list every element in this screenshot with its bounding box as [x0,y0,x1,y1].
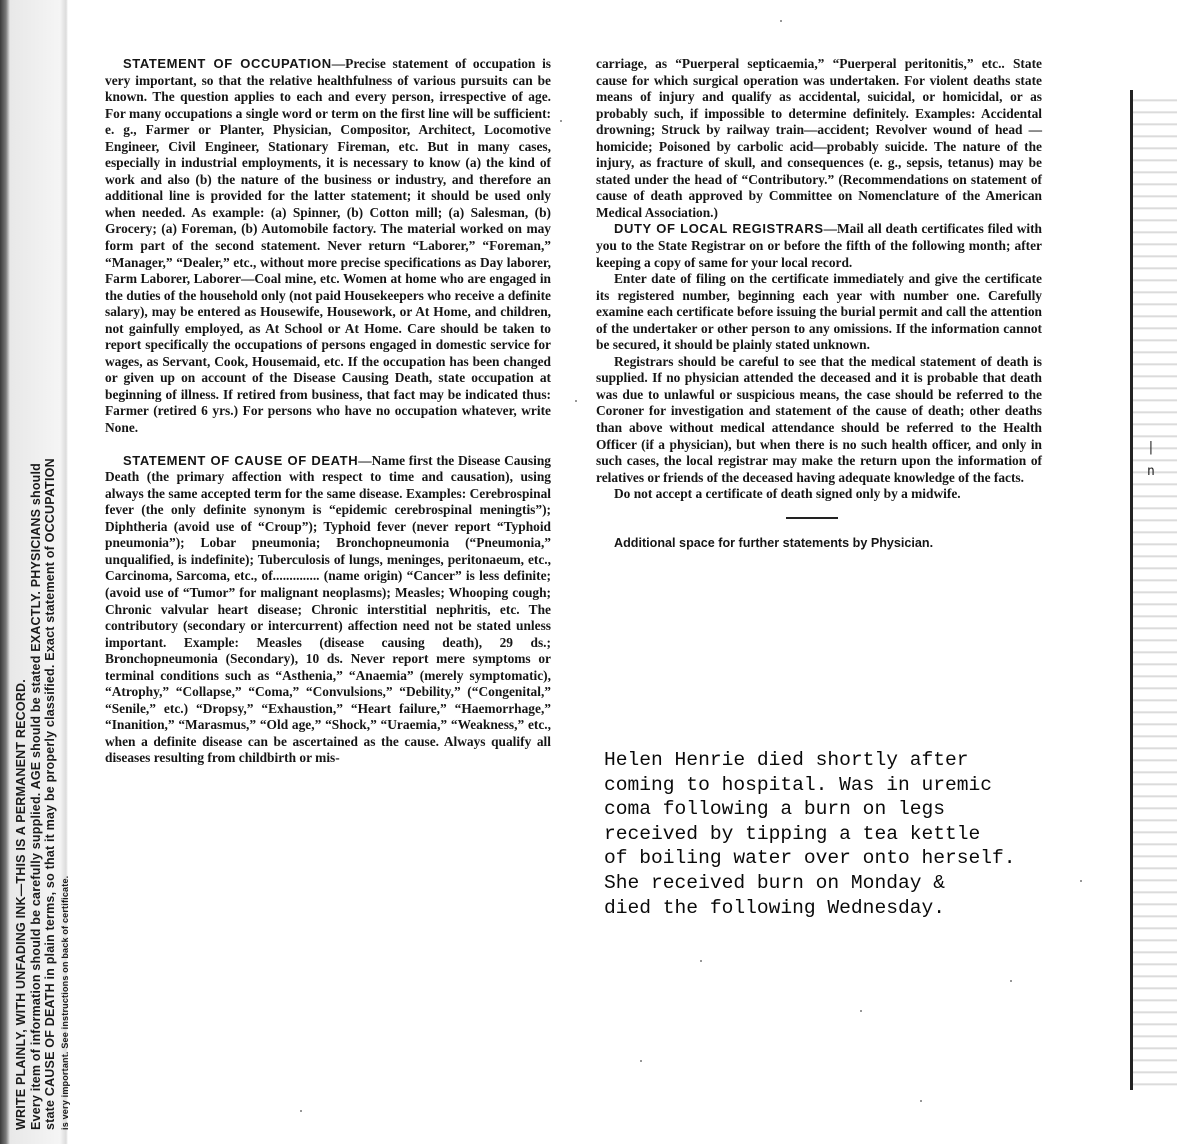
edge-mark-n: n [1147,464,1155,479]
speck [920,1100,922,1102]
speck [780,20,782,22]
typed-line-3: coma following a burn on legs [604,798,945,821]
cause-text: —Name first the Disease Causing Death (the primary affection with respect to time and causation), using always the same accepted term for the same disease. Examples: Cerebrospinal fever (the only definite synonym is “epidemic cerebrospinal meningtis”); Diphtheria (avoid use of “Croup”); Typhoid fever (never report “Typhoid pneumonia”); Lobar pneumonia; Bronchopneumonia (“Pneumonia,” unqualified, is indefinite); Tuberculosis of lungs, meninges, peritonaeum, etc., Carcinoma, Sarcoma, etc., of.............. (name origin) “Cancer” is less definite; (avoid use of “Tumor” for malignant neoplasms); Measles; Whooping cough; Chronic valvular heart disease; Chronic interstitial nephritis, etc. The contributory (secondary or intercurrent) affection need not be stated unless important. Example: Measles (disease causing death), 29 ds.; Bronchopneumonia (Secondary), 10 ds. Never report mere symptoms or terminal conditions such as “Asthenia,” “Anaemia” (merely symptomatic), “Atrophy,” “Collapse,” “Coma,” “Convulsions,” “Debility,” (“Congenital,” “Senile,” etc.) “Dropsy,” “Exhaustion,” “Heart failure,” “Haemorrhage,” “Inanition,” “Marasmus,” “Old age,” “Shock,” “Uraemia,” “Weakness,” etc., when a definite disease can be ascertained as the cause. Always qualify all diseases resulting from childbirth or mis- [105,452,551,766]
registrars-text: —Mail all death certificates filed with you to the State Registrar on or before the fifth of the following month; after keeping a copy of same for your local record. [596,221,1042,270]
cause-continued: carriage, as “Puerperal septicaemia,” “Puerperal peritonitis,” etc.. State cause for which surgical operation was undertaken. For violent deaths state means of injury and qualify as accidental, suicidal, or homicidal, or as probably such, if impossible to determine definitely. Examples: Accidental drowning; Struck by railway train—accident; Revolver wound of head —homicide; Poisoned by carbolic acid—probably suicide. The nature of the injury, as fracture of skull, and consequences (e. g., sepsis, tetanus) may be stated under the head of “Contributory.” (Recommendations on statement of cause of death approved by Committee on Nomenclature of the American Medical Association.) [596,56,1042,220]
cause-paragraph [105,453,551,767]
right-margin-strip [1130,90,1177,1090]
side-line-4: is very important. See instructions on back of certificate. [59,875,70,1130]
occupation-heading: STATEMENT OF OCCUPATION [123,56,332,71]
speck [860,1010,862,1012]
occupation-text: —Precise statement of occupation is very important, so that the relative healthfulness of various pursuits can be known. The question applies to each and every person, irrespective of age. For many occupations a single word or term on the first line will be sufficient: e. g., Farmer or Planter, Physician, Compositor, Architect, Locomotive Engineer, Civil Engineer, Stationary Fireman, etc. But in many cases, especially in industrial employments, it is necessary to know (a) the kind of work and also (b) the nature of the business or industry, and therefore an additional line is provided for the latter statement; it should be used only when needed. As example: (a) Spinner, (b) Cotton mill; (a) Salesman, (b) Grocery; (a) Foreman, (b) Automobile factory. The material worked on may form part of the second statement. Never return “Laborer,” “Foreman,” “Manager,” “Dealer,” etc., without more precise specifications as Day laborer, Farm Laborer, Laborer—Coal mine, etc. Women at home who are engaged in the duties of the household only (not paid Housekeepers who receive a definite salary), may be entered as Housewife, Housework, or At Home, and children, not gainfully employed, as At School or At Home. Care should be taken to report specifically the occupations of persons engaged in domestic service for wages, as Servant, Cook, Housemaid, etc. If the occupation has been changed or given up on account of the Disease Causing Death, state occupation at beginning of illness. If retired from business, that fact may be indicated thus: Farmer (retired 6 yrs.) For persons who have no occupation whatever, write None. [105,56,552,436]
side-line-3: state CAUSE OF DEATH in plain terms, so that it may be properly classified. Exact statement of OCCUPATION [43,458,57,1130]
typed-line-5: of boiling water over onto herself. [604,847,1016,870]
typed-line-4: received by tipping a tea kettle [604,822,981,845]
registrars-paragraph-4: Do not accept a certificate of death signed only by a midwife. [614,486,961,502]
side-line-2: Every item of information should be carefully supplied. AGE should be stated EXACTLY. PHYSICIANS should [28,463,43,1130]
typed-line-6: She received burn on Monday & [604,871,945,894]
typed-line-7: died the following Wednesday. [604,896,945,919]
speck [700,960,702,962]
registrars-paragraph-2: Enter date of filing on the certificate immediately and give the certificate its registered number, beginning each year with number one. Carefully examine each certificate before issuing the burial permit and call the attention of the undertaker or other person to any omissions. If the information cannot be secured, it should be plainly stated unknown. [596,271,1042,353]
speck [1080,880,1082,882]
speck [640,1060,642,1062]
registrars-paragraph-3: Registrars should be careful to see that the medical statement of death is supplied. If no physician attended the deceased and it is probable that death was due to unlawful or suspicious means, the case should be referred to the Coroner for investigation and statement of the cause of death; other deaths than above without medical attendance should be referred to the Health Officer (if a physician), but when there is no such health officer, and only in such cases, the local registrar may make the return upon the information of relatives or friends of the deceased having adequate knowledge of the facts. [596,353,1042,485]
registrars-heading: DUTY OF LOCAL REGISTRARS [614,221,824,237]
registrars-paragraph [596,221,1042,271]
speck [300,1110,302,1112]
cause-heading: STATEMENT OF CAUSE OF DEATH [123,452,359,468]
additional-space-title: Additional space for further statements by Physician. [614,535,934,550]
occupation-paragraph [105,56,551,437]
typed-line-2: coming to hospital. Was in uremic [604,773,993,796]
speck [560,120,562,122]
right-column [596,56,1042,551]
side-instructions [14,70,72,1130]
left-column [105,56,551,767]
typed-physician-statement [604,748,1164,920]
typed-line-1: Helen Henrie died shortly after [604,749,969,771]
side-line-1: WRITE PLAINLY, WITH UNFADING INK—THIS IS A PERMANENT RECORD. [14,679,28,1130]
edge-mark-bar: | [1147,440,1155,455]
speck [1010,980,1012,982]
speck [575,400,577,402]
section-divider [786,517,838,519]
